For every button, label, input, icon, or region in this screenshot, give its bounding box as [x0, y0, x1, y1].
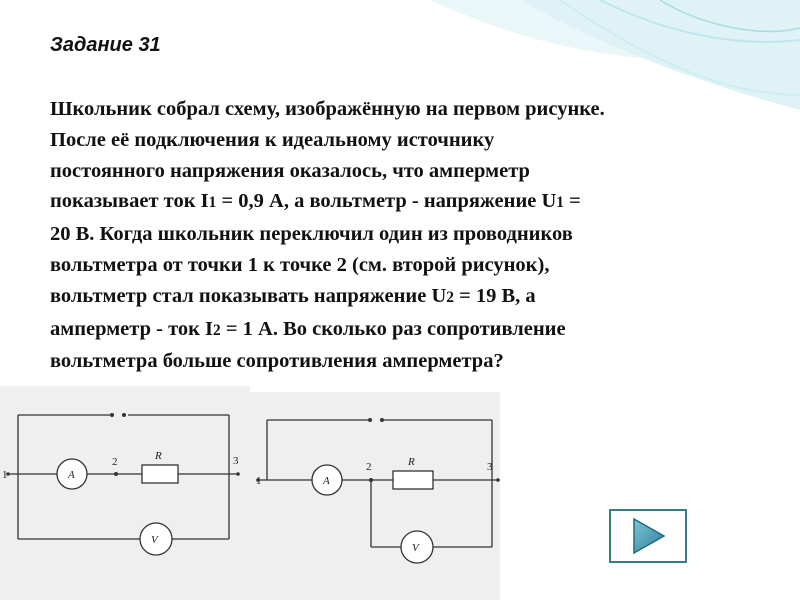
play-triangle-icon [611, 511, 685, 561]
resistor-label: R [408, 456, 415, 468]
subscript: 1 [556, 194, 564, 212]
problem-text-fragment: = 19 В, а [453, 284, 536, 307]
problem-line: вольтметра от точки 1 к точке 2 (см. второй рисунок), [50, 253, 550, 276]
problem-line: После её подключения к идеальному источнику [50, 128, 495, 151]
problem-text-fragment: = 0,9 А, а вольтметр - напряжение U [216, 190, 557, 213]
problem-text-fragment: = 1 А. Во сколько раз сопротивление [220, 317, 566, 340]
subscript: 2 [213, 321, 221, 339]
problem-line: постоянного напряжения оказалось, что амперметр [50, 159, 530, 182]
task-title: Задание 31 [50, 34, 161, 56]
problem-line [50, 314, 770, 347]
source-terminal-icon [368, 418, 372, 422]
problem-line [50, 281, 770, 314]
resistor-icon [142, 465, 178, 483]
subscript: 2 [446, 288, 454, 306]
node-3-label: 3 [487, 461, 493, 473]
problem-line: Школьник собрал схему, изображённую на первом рисунке. [50, 98, 605, 120]
ammeter-label: A [323, 475, 330, 487]
source-terminal-icon [122, 413, 126, 417]
problem-text-fragment: вольтметр стал показывать напряжение U [50, 284, 447, 307]
node-2-point [369, 478, 373, 482]
problem-text [50, 94, 770, 377]
node-3-label: 3 [233, 455, 239, 467]
circuit-diagram-1 [0, 386, 250, 600]
node-3-point [496, 478, 500, 482]
node-1-label: 1 [2, 469, 8, 481]
problem-text-fragment: = [563, 190, 581, 213]
circuit-diagram-2 [250, 392, 500, 600]
node-1-label: 1 [256, 475, 262, 487]
resistor-icon [393, 471, 433, 489]
next-slide-button[interactable] [609, 509, 687, 563]
source-terminal-icon [110, 413, 114, 417]
problem-line [50, 186, 770, 219]
node-2-label: 2 [366, 461, 372, 473]
voltmeter-label: V [412, 542, 419, 554]
node-2-point [114, 472, 118, 476]
subscript: 1 [208, 194, 217, 212]
circuit-2-svg [250, 392, 500, 600]
ammeter-label: A [68, 469, 75, 481]
node-2-label: 2 [112, 456, 118, 468]
source-terminal-icon [380, 418, 384, 422]
problem-text-fragment: амперметр - ток I [50, 317, 214, 340]
node-3-point [236, 472, 240, 476]
problem-line: 20 В. Когда школьник переключил один из проводников [50, 223, 573, 246]
voltmeter-label: V [151, 534, 158, 546]
problem-line: вольтметра больше сопротивления амперметра? [50, 350, 504, 373]
resistor-label: R [155, 450, 162, 462]
problem-text-fragment: показывает ток I [50, 190, 209, 213]
circuit-1-svg [0, 386, 250, 600]
